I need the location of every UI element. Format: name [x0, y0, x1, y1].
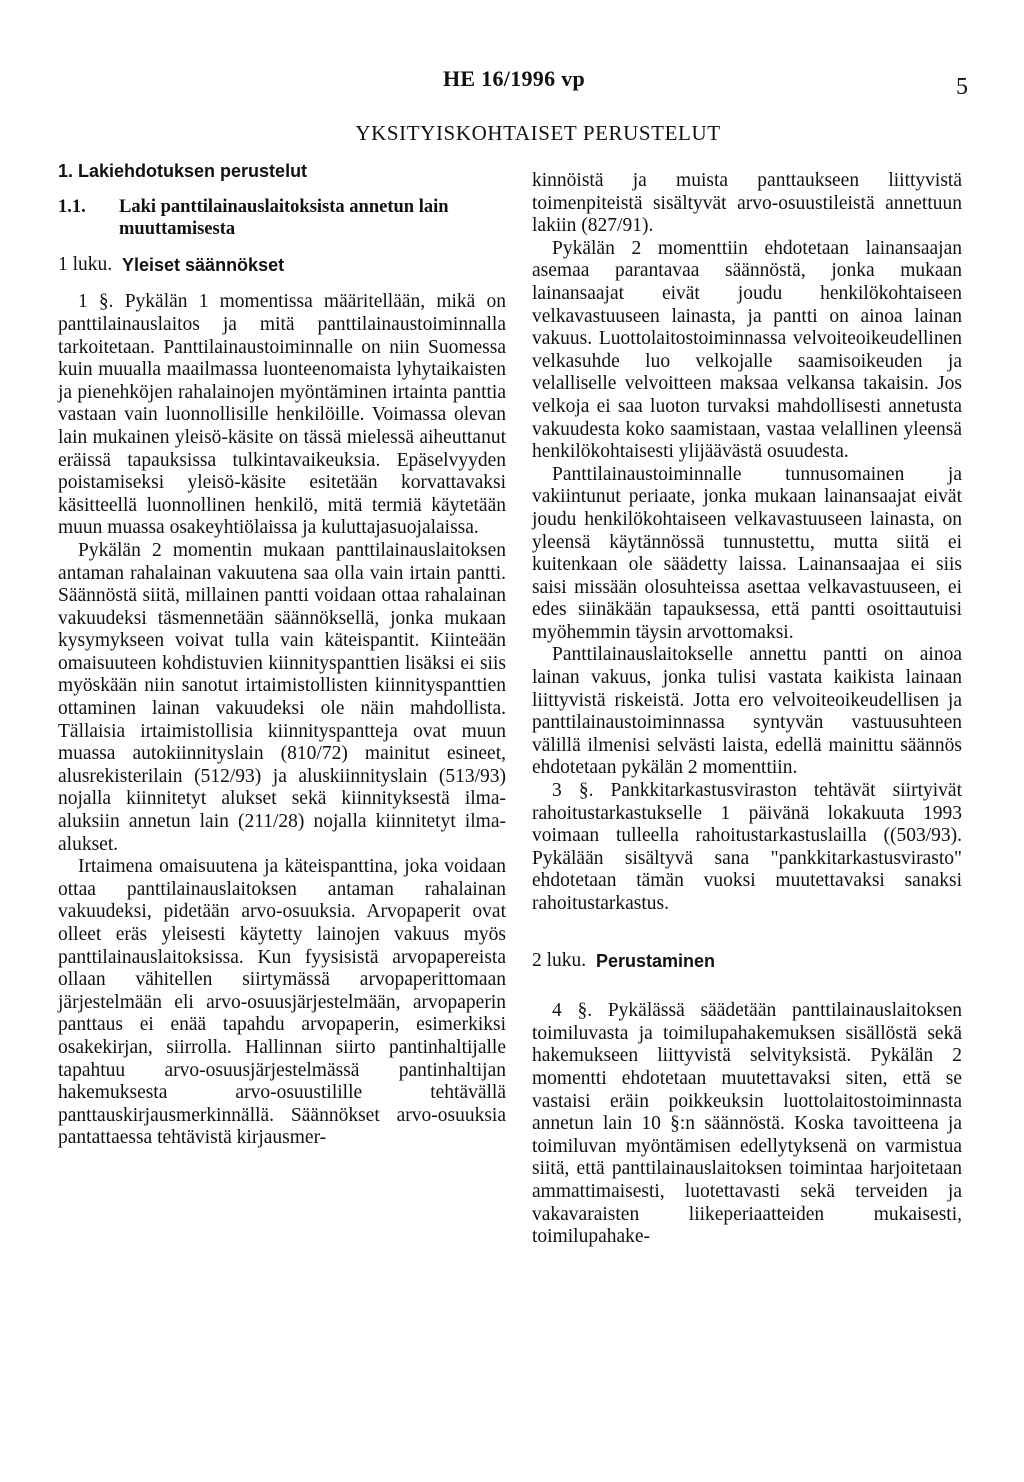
page-number: 5 — [956, 74, 968, 100]
paragraph: Pykälän 2 momenttiin ehdotetaan lainansaajan asemaa parantavaa säännöstä, jonka mukaan lainansaajat eivät joudu henkilökohtaiseen velkavastuuseen lainasta, ja pantti on ainoa lainan vakuus. Luottolaitostoiminnassa velvoiteoikeudellinen velkasuhde luo velkojalle saamisoikeuden ja velalliselle velvoitteen maksaa velkansa takaisin. Jos velkoja ei saa luoton turvaksi mahdollisesti annetusta vakuudesta koko saamistaan, vastaa velallinen yleensä henkilökohtaisesti ylijäävästä osuudesta. — [532, 237, 962, 463]
heading-2-title: Laki panttilainauslaitoksista annetun lain muuttamisesta — [119, 196, 449, 240]
section-heading: YKSITYISKOHTAISET PERUSTELUT — [355, 121, 721, 145]
left-column — [58, 160, 506, 1150]
chapter-title: Yleiset säännökset — [122, 254, 285, 275]
heading-2 — [58, 196, 506, 241]
paragraph: 1 §. Pykälän 1 momentissa määritellään, mikä on panttilainauslaitos ja mitä panttilainaustoiminnalla tarkoitetaan. Panttilainaustoiminnalle on niin Suomessa kuin muualla maailmassa luonteenomaista lyhytaikaisten ja pienehköjen rahalainojen myöntäminen irtainta panttia vastaan vain luonnollisille henkilöille. Voimassa olevan lain mukainen yleisö-käsite on tässä mielessä aiheuttanut eräissä tapauksissa tulkintavaikeuksia. Epäselvyyden poistamiseksi yleisö-käsite esitetään korvattavaksi käsitteellä luonnollinen henkilö, mitä termiä käytetään muun muassa osakeyhtiölaissa ja kuluttajasuojalaissa. — [58, 291, 506, 539]
paragraph: kinnöistä ja muista panttaukseen liittyvistä toimenpiteistä sisältyvät arvo-osuustileistä annettuun lakiin (827/91). — [532, 170, 962, 237]
chapter-number: 1 luku. — [58, 253, 113, 275]
chapter-heading — [532, 950, 962, 973]
paragraph: Irtaimena omaisuutena ja käteispanttina, joka voidaan ottaa panttilainauslaitoksen antaman rahalainan vakuudeksi, pidetään arvo-osuuksia. Arvopaperit ovat olleet eräs yleisesti käytetty lainojen vakuus myös panttilainauslaitoksissa. Kun fyysisistä arvopapereista ollaan vähitellen siirtymässä arvopaperittomaan järjestelmään eli arvo-osuusjärjestelmään, arvopaperin panttaus ei enää tapahdu arvopaperin, esimerkiksi osakekirjan, siirrolla. Hallinnan siirto pantinhaltijalle tapahtuu arvo-osuusjärjestelmässä pantinhaltijan hakemuksesta arvo-osuustilille tehtävällä panttauskirjausmerkinnällä. Säännökset arvo-osuuksia pantattaessa tehtävistä kirjausmer- — [58, 856, 506, 1149]
paragraph: Pykälän 2 momentin mukaan panttilainauslaitoksen antaman rahalainan vakuutena saa olla vain irtain pantti. Säännöstä siitä, millainen pantti voidaan ottaa rahalainan vakuudeksi täsmennetään säännöksellä, jonka mukaan kysymykseen voivat tulla vain käteispantit. Kiinteään omaisuuteen kohdistuvien kiinnityspanttien lisäksi ei siis myöskään niin sanotut irtaimistollisten kiinnityspanttien ottaminen lainan vakuudeksi ole näin mahdollista. Tällaisia irtaimistollisia kiinnityspantteja ovat muun muassa autokiinnityslain (810/72) mainitut esineet, alusrekisterilain (512/93) ja aluskiinnityslain (513/93) nojalla kiinnitetyt alukset sekä kiinnityksestä ilma-aluksiin annetun lain (211/28) nojalla kiinnitetyt ilma-alukset. — [58, 539, 506, 855]
paragraph: Panttilainauslaitokselle annettu pantti on ainoa lainan vakuus, jonka tulisi vastata kaikista lainaan liittyvistä riskeistä. Jotta ero velvoiteoikeudellisen ja panttilainaustoiminnassa syntyvän vastuusuhteen välillä ilmenisi selvästi laista, edellä mainittu säännös ehdotetaan pykälän 2 momenttiin. — [532, 644, 962, 779]
document-id: HE 16/1996 vp — [443, 66, 586, 91]
chapter-number: 2 luku. — [532, 949, 587, 971]
heading-2-number: 1.1. — [58, 196, 86, 217]
paragraph: Panttilainaustoiminnalle tunnusomainen ja vakiintunut periaate, jonka mukaan lainansaajat eivät joudu henkilökohtaiseen velkavastuuseen lainasta, on yleensä käytännössä tunnustettu, mutta siitä ei kuitenkaan ole säädetty laissa. Lainansaajaa ei siis saisi missään olosuhteissa asettaa velkavastuuseen, ei edes siinäkään tapauksessa, että pantti osoittautuisi myöhemmin täysin arvottomaksi. — [532, 463, 962, 643]
page-header — [0, 66, 1024, 106]
heading-1: 1. Lakiehdotuksen perustelut — [58, 161, 308, 181]
right-column — [532, 170, 962, 1249]
chapter-heading — [58, 254, 506, 277]
chapter-title: Perustaminen — [596, 950, 716, 971]
paragraph: 4 §. Pykälässä säädetään panttilainauslaitoksen toimiluvasta ja toimilupahakemuksen sisällöstä sekä hakemukseen liittyvistä selvityksistä. Pykälän 2 momentti ehdotetaan muutettavaksi siten, että se vastaisi eräin poikkeuksin luottolaitostoiminnasta annetun lain 10 §:n säännöstä. Koska tavoitteena ja toimiluvan myöntämisen edellytyksenä on varmistua siitä, että panttilainauslaitoksen toimintaa harjoitetaan ammattimaisesti, luotettavasti sekä terveiden ja vakavaraisten liikeperiaatteiden mukaisesti, toimilupahake- — [532, 1000, 962, 1248]
paragraph: 3 §. Pankkitarkastusviraston tehtävät siirtyivät rahoitustarkastukselle 1 päivänä lokakuuta 1993 voimaan tulleella rahoitustarkastuslailla ((503/93). Pykälään sisältyvä sana "pankkitarkastusvirasto" ehdotetaan tämän vuoksi muutettavaksi sanaksi rahoitustarkastus. — [532, 780, 962, 914]
